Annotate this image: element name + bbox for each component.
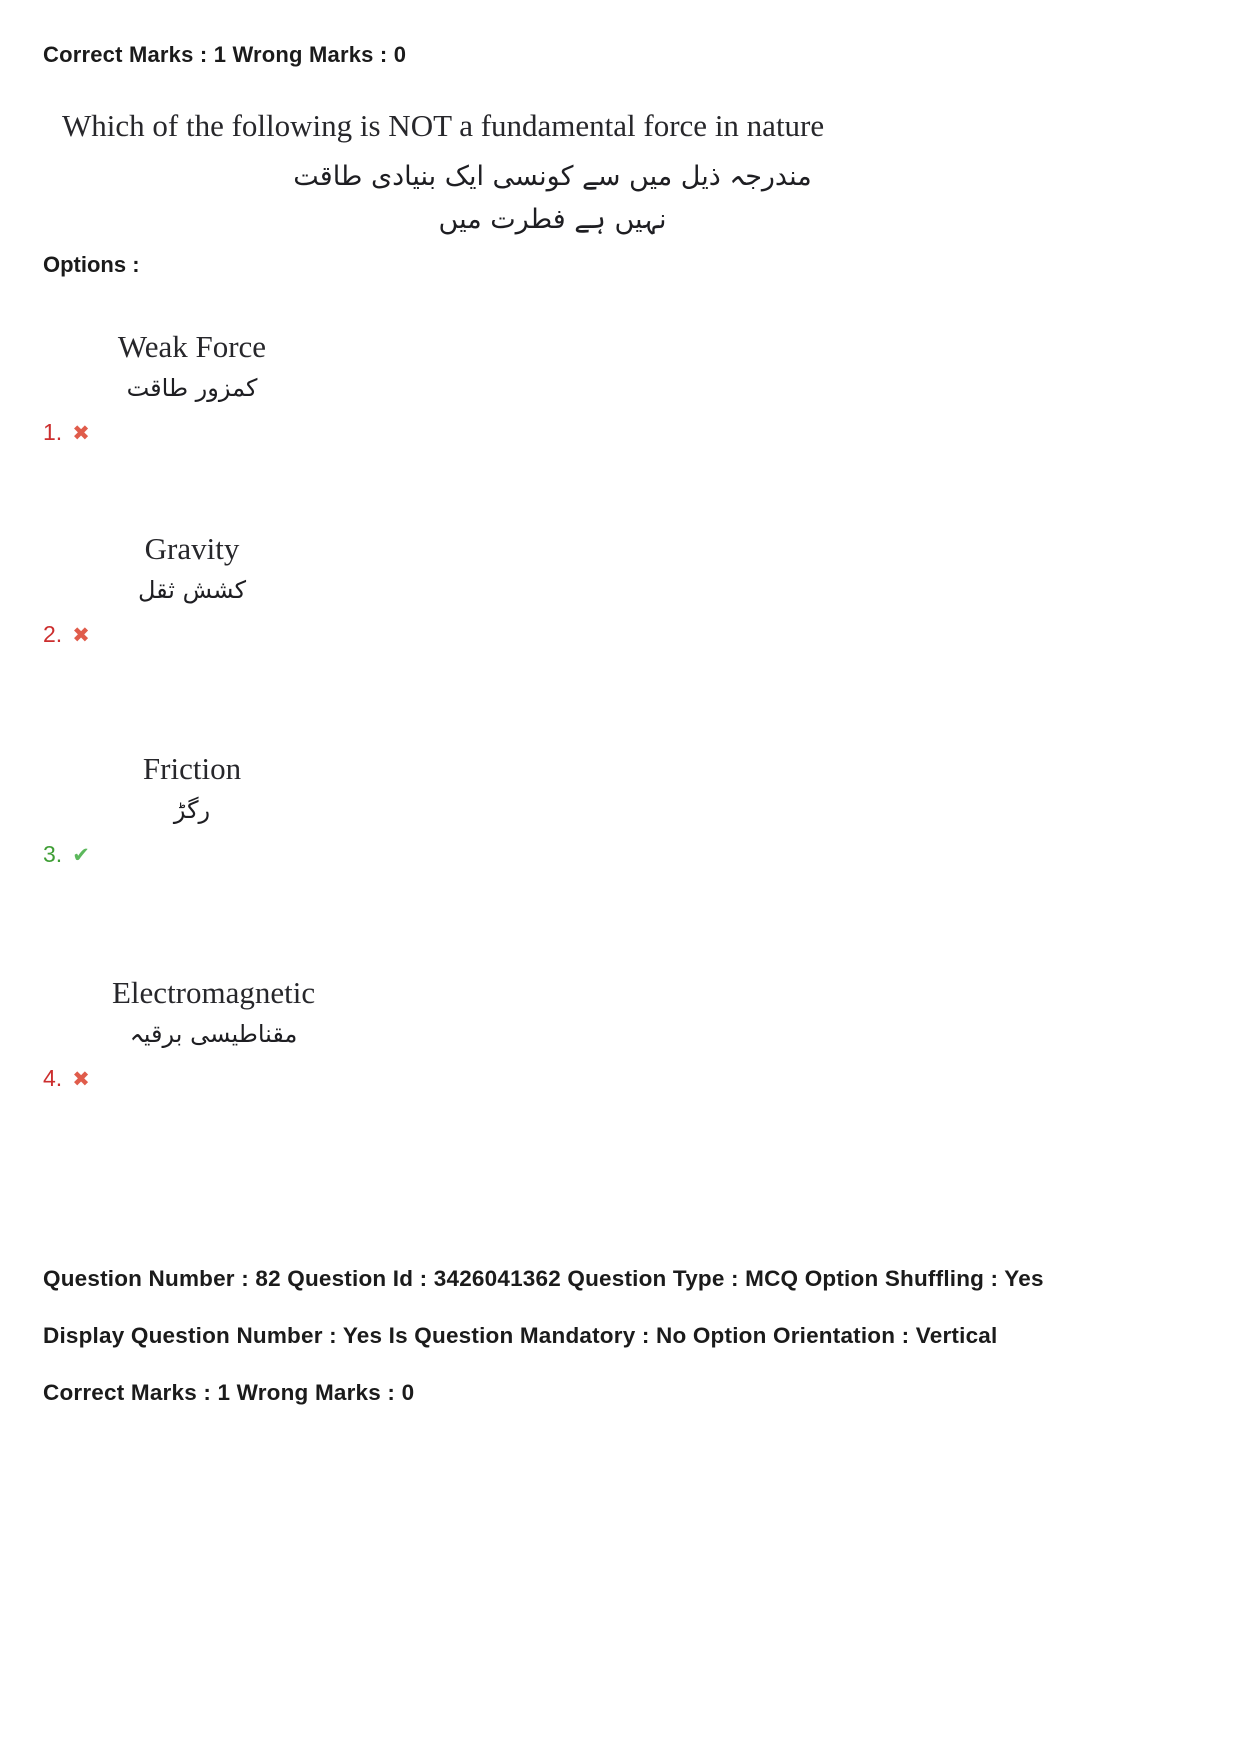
option-4-marker-row: [43, 1065, 943, 1092]
option-3-label-english: Friction: [142, 751, 242, 786]
marks-header: Correct Marks : 1 Wrong Marks : 0: [43, 42, 407, 67]
question-text-urdu: مندرجہ ذیل میں سے کونسی ایک بنیادی طاقت نہیں ہے فطرت میں: [293, 161, 812, 236]
metadata-line-2: Display Question Number : Yes Is Question Mandatory : No Option Orientation : Vertical: [43, 1323, 998, 1348]
option-2: [43, 528, 943, 648]
option-1: [43, 326, 943, 446]
option-3-number: 3.: [43, 840, 63, 867]
option-4: [43, 972, 943, 1092]
option-2-content: [112, 528, 272, 611]
option-4-label-urdu: مقناطیسی برقیہ: [129, 1019, 298, 1048]
cross-icon: ✖: [72, 1066, 90, 1091]
metadata-line-1: Question Number : 82 Question Id : 3426041362 Question Type : MCQ Option Shuffling : Yes: [43, 1266, 1044, 1291]
option-2-label-urdu: کشش ثقل: [137, 575, 247, 604]
option-2-number: 2.: [43, 620, 63, 647]
metadata-line-3: Correct Marks : 1 Wrong Marks : 0: [43, 1380, 415, 1405]
option-2-marker-row: [43, 621, 943, 648]
cross-icon: ✖: [72, 420, 90, 445]
cross-icon: ✖: [72, 622, 90, 647]
option-3-marker-row: [43, 841, 943, 868]
question-text-english: Which of the following is NOT a fundamental force in nature: [62, 108, 825, 143]
option-4-content: [112, 972, 315, 1055]
options-label: Options :: [43, 252, 140, 277]
option-1-number: 1.: [43, 418, 63, 445]
option-3-label-urdu: رگڑ: [173, 795, 211, 824]
option-4-number: 4.: [43, 1064, 63, 1091]
question-metadata: [43, 1250, 1143, 1421]
option-3-content: [112, 748, 272, 831]
option-1-marker-row: [43, 419, 943, 446]
option-2-label-english: Gravity: [144, 531, 240, 566]
option-1-content: [112, 326, 272, 409]
option-1-label-english: Weak Force: [117, 329, 267, 364]
option-4-label-english: Electromagnetic: [112, 975, 316, 1010]
option-1-label-urdu: کمزور طاقت: [126, 373, 258, 402]
check-icon: ✔: [72, 842, 90, 867]
option-3: [43, 748, 943, 868]
